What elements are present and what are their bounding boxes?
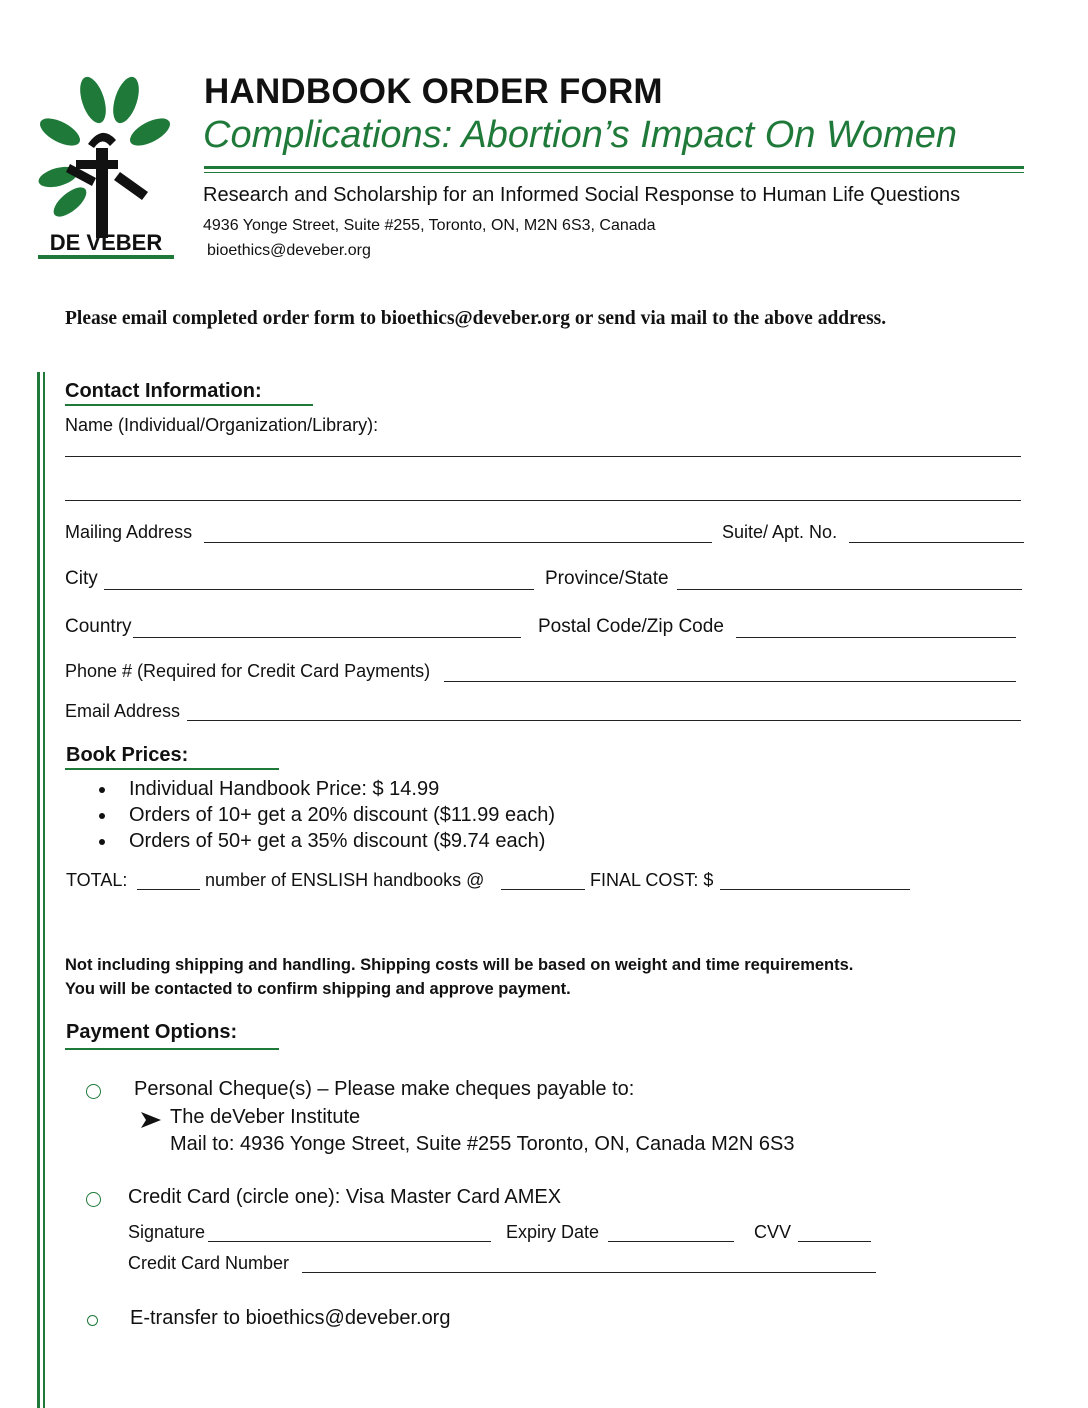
signature-field[interactable] bbox=[208, 1241, 491, 1242]
etransfer-radio[interactable] bbox=[87, 1315, 98, 1326]
unit-price-field[interactable] bbox=[501, 889, 585, 890]
bullet-icon bbox=[99, 787, 105, 793]
book-prices-heading-underline bbox=[65, 768, 279, 770]
arrowhead-icon bbox=[140, 1111, 162, 1129]
mailing-address-label: Mailing Address bbox=[65, 522, 193, 542]
submission-instruction: Please email completed order form to bioethics@deveber.org or send via mail to the above address. bbox=[65, 308, 887, 329]
organization-email: bioethics@deveber.org bbox=[207, 242, 371, 259]
mailing-address-field[interactable] bbox=[204, 542, 712, 543]
price-item: Orders of 10+ get a 20% discount ($11.99 each) bbox=[129, 804, 556, 826]
final-cost-field[interactable] bbox=[720, 889, 910, 890]
credit-card-radio[interactable] bbox=[86, 1192, 101, 1207]
signature-label: Signature bbox=[128, 1222, 206, 1242]
section-side-bar-inner bbox=[43, 372, 45, 1408]
province-label: Province/State bbox=[545, 568, 669, 589]
suite-field[interactable] bbox=[849, 542, 1024, 543]
cheque-label: Personal Cheque(s) – Please make cheques payable to: bbox=[134, 1078, 635, 1100]
city-label: City bbox=[65, 568, 98, 589]
cvv-label: CVV bbox=[754, 1222, 792, 1242]
deveber-logo bbox=[36, 74, 176, 264]
card-number-label: Credit Card Number bbox=[128, 1253, 290, 1273]
shipping-note-line-2: You will be contacted to confirm shipping and approve payment. bbox=[65, 980, 571, 998]
section-side-bar bbox=[37, 372, 40, 1408]
payment-options-heading-underline bbox=[65, 1048, 279, 1050]
contact-heading: Contact Information: bbox=[65, 380, 262, 402]
contact-heading-underline bbox=[65, 404, 313, 406]
header-rule-thin bbox=[204, 172, 1024, 173]
name-label: Name (Individual/Organization/Library): bbox=[65, 415, 379, 435]
phone-label: Phone # (Required for Credit Card Payments) bbox=[65, 661, 431, 681]
price-item: Individual Handbook Price: $ 14.99 bbox=[129, 778, 440, 800]
phone-field[interactable] bbox=[444, 681, 1016, 682]
city-field[interactable] bbox=[104, 589, 534, 590]
shipping-note-line-1: Not including shipping and handling. Shipping costs will be based on weight and time requirements. bbox=[65, 956, 854, 974]
expiry-date-field[interactable] bbox=[608, 1241, 734, 1242]
email-address-label: Email Address bbox=[65, 701, 181, 721]
country-label: Country bbox=[65, 616, 132, 637]
form-title: HANDBOOK ORDER FORM bbox=[204, 72, 663, 111]
organization-address: 4936 Yonge Street, Suite #255, Toronto, ON, M2N 6S3, Canada bbox=[203, 217, 656, 234]
name-field-line-1[interactable] bbox=[65, 456, 1021, 457]
bullet-icon bbox=[99, 839, 105, 845]
province-field[interactable] bbox=[677, 589, 1022, 590]
handbook-subtitle: Complications: Abortion’s Impact On Women bbox=[203, 114, 957, 156]
postal-code-field[interactable] bbox=[736, 637, 1016, 638]
price-item: Orders of 50+ get a 35% discount ($9.74 each) bbox=[129, 830, 546, 852]
cvv-field[interactable] bbox=[798, 1241, 871, 1242]
cheque-radio[interactable] bbox=[86, 1084, 101, 1099]
total-label: TOTAL: bbox=[66, 870, 128, 890]
country-field[interactable] bbox=[133, 637, 521, 638]
handbooks-count-label: number of ENSLISH handbooks @ bbox=[205, 870, 485, 890]
svg-text:DE VEBER: DE VEBER bbox=[49, 230, 163, 255]
cheque-mailing-address: Mail to: 4936 Yonge Street, Suite #255 Toronto, ON, Canada M2N 6S3 bbox=[170, 1133, 795, 1155]
header-rule bbox=[204, 166, 1024, 169]
total-quantity-field[interactable] bbox=[137, 889, 200, 890]
email-address-field[interactable] bbox=[187, 720, 1021, 721]
payee-name: The deVeber Institute bbox=[170, 1106, 361, 1128]
suite-label: Suite/ Apt. No. bbox=[722, 522, 838, 542]
expiry-date-label: Expiry Date bbox=[506, 1222, 600, 1242]
book-prices-heading: Book Prices: bbox=[66, 744, 189, 766]
final-cost-label: FINAL COST: $ bbox=[590, 870, 714, 890]
name-field-line-2[interactable] bbox=[65, 500, 1021, 501]
card-number-field[interactable] bbox=[302, 1272, 876, 1273]
tagline: Research and Scholarship for an Informed Social Response to Human Life Questions bbox=[203, 184, 961, 206]
bullet-icon bbox=[99, 813, 105, 819]
payment-options-heading: Payment Options: bbox=[66, 1021, 238, 1043]
etransfer-label: E-transfer to bioethics@deveber.org bbox=[130, 1307, 451, 1329]
postal-code-label: Postal Code/Zip Code bbox=[538, 616, 724, 637]
credit-card-label: Credit Card (circle one): Visa Master Card AMEX bbox=[128, 1186, 562, 1208]
